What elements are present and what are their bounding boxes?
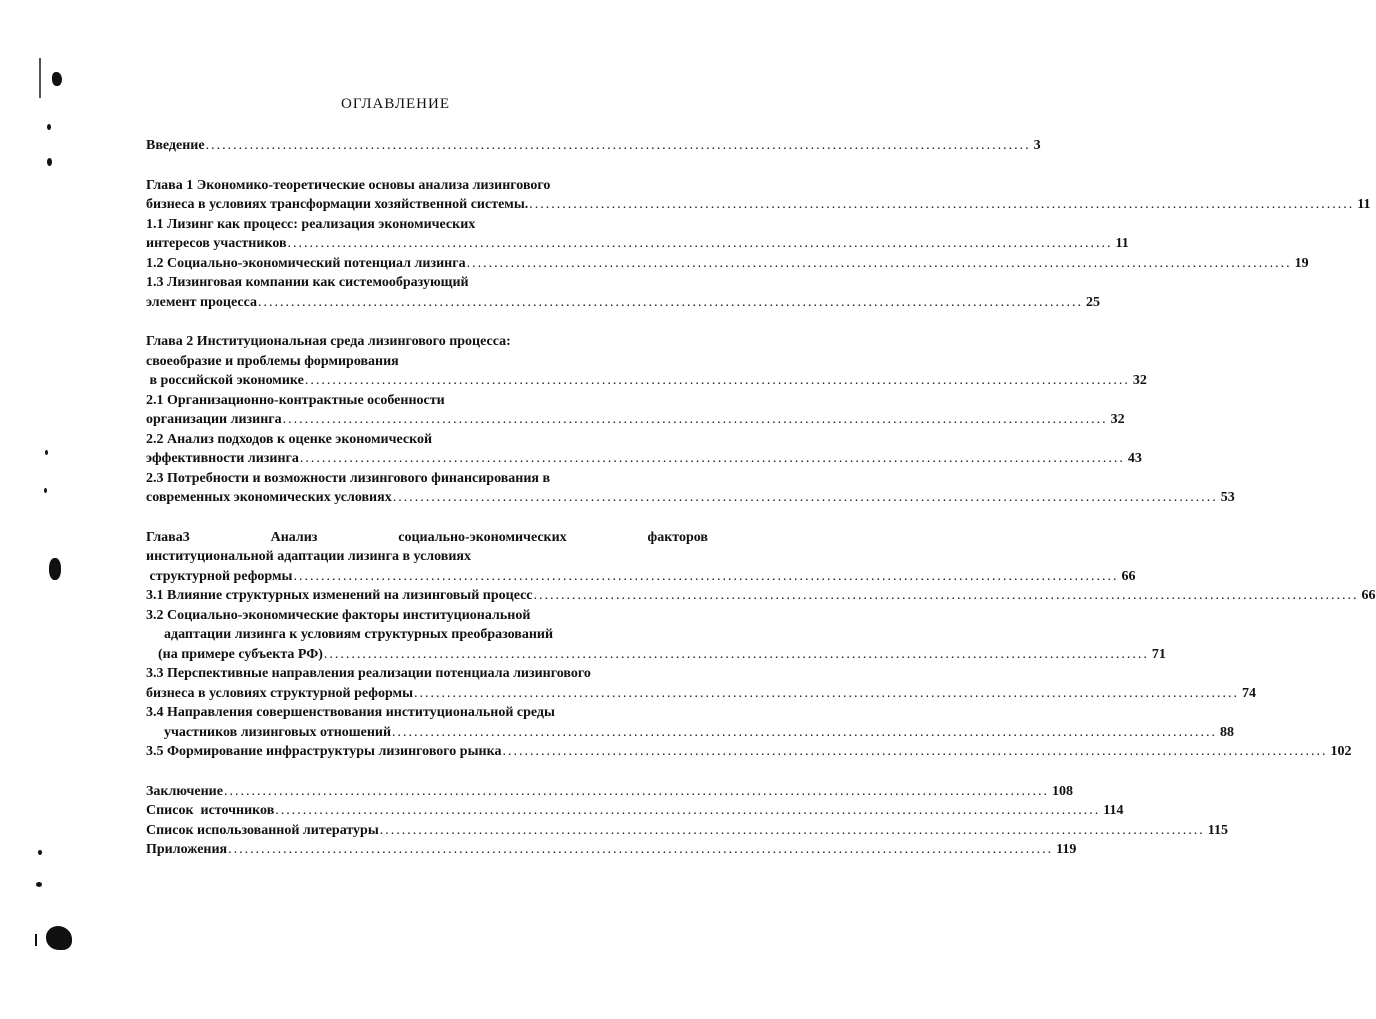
toc-page-number: 115	[1207, 822, 1228, 838]
dot-leader	[300, 451, 1125, 467]
dot-leader	[206, 138, 1031, 154]
dot-leader	[228, 842, 1053, 858]
toc-page-number: 53	[1220, 490, 1235, 505]
toc-entry-section-2-1	[146, 412, 1125, 432]
dot-leader	[380, 823, 1205, 839]
toc-page-number: 102	[1330, 744, 1352, 759]
toc-section-3-4-line1: 3.4 Направления совершенствования институциональной среды	[146, 705, 555, 720]
toc-page-number: 71	[1151, 646, 1166, 662]
dot-leader	[258, 295, 1083, 311]
toc-word: социально-экономических	[398, 529, 567, 545]
dot-leader	[392, 725, 1217, 741]
dot-leader	[293, 569, 1118, 585]
toc-entry-section-3-4	[146, 724, 1235, 745]
scan-speck	[45, 450, 48, 455]
toc-entry-section-2-2	[146, 451, 1142, 471]
toc-entry-text: (на примере субъекта РФ)	[158, 646, 323, 662]
toc-section-2-1-line1: 2.1 Организационно-контрактные особенности	[146, 392, 445, 408]
toc-chapter2-line2: своеобразие и проблемы формирования	[146, 353, 399, 369]
toc-entry-section-1-1	[146, 236, 1129, 256]
dot-leader	[414, 686, 1239, 702]
scan-speck	[52, 72, 62, 86]
toc-page-number: 19	[1294, 255, 1309, 271]
toc-entry-conclusion	[146, 783, 1073, 804]
toc-word: факторов	[647, 529, 708, 545]
toc-entry-text: интересов участников	[146, 236, 287, 251]
toc-entry-intro	[146, 138, 1041, 158]
toc-entry-section-2-3	[146, 490, 1235, 510]
dot-leader	[393, 490, 1218, 506]
toc-entry-text: участников лизинговых отношений	[164, 724, 392, 740]
toc-page-number: 32	[1110, 412, 1125, 427]
toc-page-number: 66	[1361, 588, 1376, 603]
toc-entry-text: 1.2 Социально-экономический потенциал лизинга	[146, 255, 466, 271]
toc-section-3-2-line1: 3.2 Социально-экономические факторы институциональной	[146, 607, 531, 623]
page-title: ОГЛАВЛЕНИЕ	[341, 96, 450, 112]
toc-page-number: 119	[1056, 842, 1077, 857]
toc-entry-section-3-2	[146, 646, 1166, 667]
toc-entry-text: организации лизинга	[146, 412, 282, 427]
toc-section-1-3-line1: 1.3 Лизинговая компании как системообразующий	[146, 275, 469, 290]
toc-entry-text: Заключение	[146, 783, 223, 799]
toc-page-number: 43	[1127, 451, 1142, 466]
scan-speck	[49, 558, 61, 580]
toc-page-number: 74	[1242, 685, 1257, 701]
toc-entry-section-3-1	[146, 588, 1376, 608]
toc-entry-chapter1	[146, 197, 1371, 217]
toc-entry-section-3-5	[146, 744, 1352, 764]
toc-page-number: 88	[1220, 724, 1235, 740]
toc-page-number: 25	[1085, 294, 1100, 310]
toc-chapter3-line1	[146, 530, 708, 550]
dot-leader	[288, 236, 1113, 252]
scan-speck	[46, 926, 72, 950]
toc-entry-section-1-2	[146, 255, 1309, 276]
toc-page-number: 108	[1051, 783, 1073, 799]
toc-entry-text: Список использованной литературы	[146, 822, 379, 838]
toc-page-number: 66	[1121, 568, 1136, 584]
scan-speck	[44, 488, 47, 493]
dot-leader	[305, 373, 1130, 389]
toc-chapter1-line1: Глава 1 Экономико-теоретические основы анализа лизингового	[146, 177, 551, 193]
dot-leader	[534, 588, 1359, 604]
dot-leader	[467, 256, 1292, 272]
scan-speck	[36, 882, 42, 887]
scan-speck	[35, 934, 37, 946]
toc-entry-text: эффективности лизинга	[146, 451, 299, 466]
toc-chapter3-line2: институциональной адаптации лизинга в условиях	[146, 549, 471, 564]
dot-leader	[502, 744, 1327, 760]
toc-entry-sources	[146, 803, 1124, 823]
toc-entry-text: Список источников	[146, 803, 275, 818]
scan-speck	[47, 124, 51, 130]
toc-entry-text: в российской экономике	[146, 373, 304, 388]
toc-entry-section-1-3	[146, 294, 1100, 315]
toc-section-3-2-line2: адаптации лизинга к условиям структурных преобразований	[164, 627, 554, 642]
toc-entry-literature	[146, 822, 1228, 843]
toc-section-2-3-line1: 2.3 Потребности и возможности лизингового финансирования в	[146, 470, 551, 486]
toc-section-3-3-line1: 3.3 Перспективные направления реализации потенциала лизингового	[146, 666, 591, 681]
toc-entry-text: Введение	[146, 138, 205, 153]
scan-speck	[39, 58, 41, 98]
toc-entry-text: Приложения	[146, 842, 228, 857]
toc-word: Глава3	[146, 529, 190, 545]
toc-page-number: 32	[1132, 373, 1147, 388]
toc-entry-text: структурной реформы	[146, 568, 293, 584]
toc-entry-text: бизнеса в условиях трансформации хозяйственной системы.	[146, 197, 529, 212]
scan-speck	[38, 850, 42, 855]
dot-leader	[224, 784, 1049, 800]
toc-page-number: 114	[1103, 803, 1124, 818]
toc-entry-section-3-3	[146, 685, 1257, 706]
toc-page-number: 11	[1357, 197, 1371, 212]
toc-page-number: 3	[1033, 138, 1041, 153]
toc-entry-text: бизнеса в условиях структурной реформы	[146, 685, 414, 701]
dot-leader	[275, 803, 1100, 819]
toc-chapter2-line1: Глава 2 Институциональная среда лизингового процесса:	[146, 334, 511, 349]
dot-leader	[529, 197, 1354, 213]
toc-entry-text: 3.1 Влияние структурных изменений на лизинговый процесс	[146, 588, 533, 603]
toc-entry-text: современных экономических условиях	[146, 490, 392, 505]
toc-entry-text: элемент процесса	[146, 294, 257, 310]
toc-section-2-2-line1: 2.2 Анализ подходов к оценке экономической	[146, 431, 433, 447]
toc-entry-chapter2	[146, 373, 1147, 393]
toc-page-number: 11	[1115, 236, 1129, 251]
scan-speck	[47, 158, 52, 166]
toc-word: Анализ	[270, 529, 318, 545]
dot-leader	[324, 647, 1149, 663]
toc-entry-appendix	[146, 842, 1077, 862]
toc-entry-chapter3	[146, 568, 1136, 589]
table-of-contents	[146, 138, 1376, 862]
dot-leader	[283, 412, 1108, 428]
toc-entry-text: 3.5 Формирование инфраструктуры лизингового рынка	[146, 744, 502, 759]
toc-section-1-1-line1: 1.1 Лизинг как процесс: реализация экономических	[146, 216, 476, 232]
